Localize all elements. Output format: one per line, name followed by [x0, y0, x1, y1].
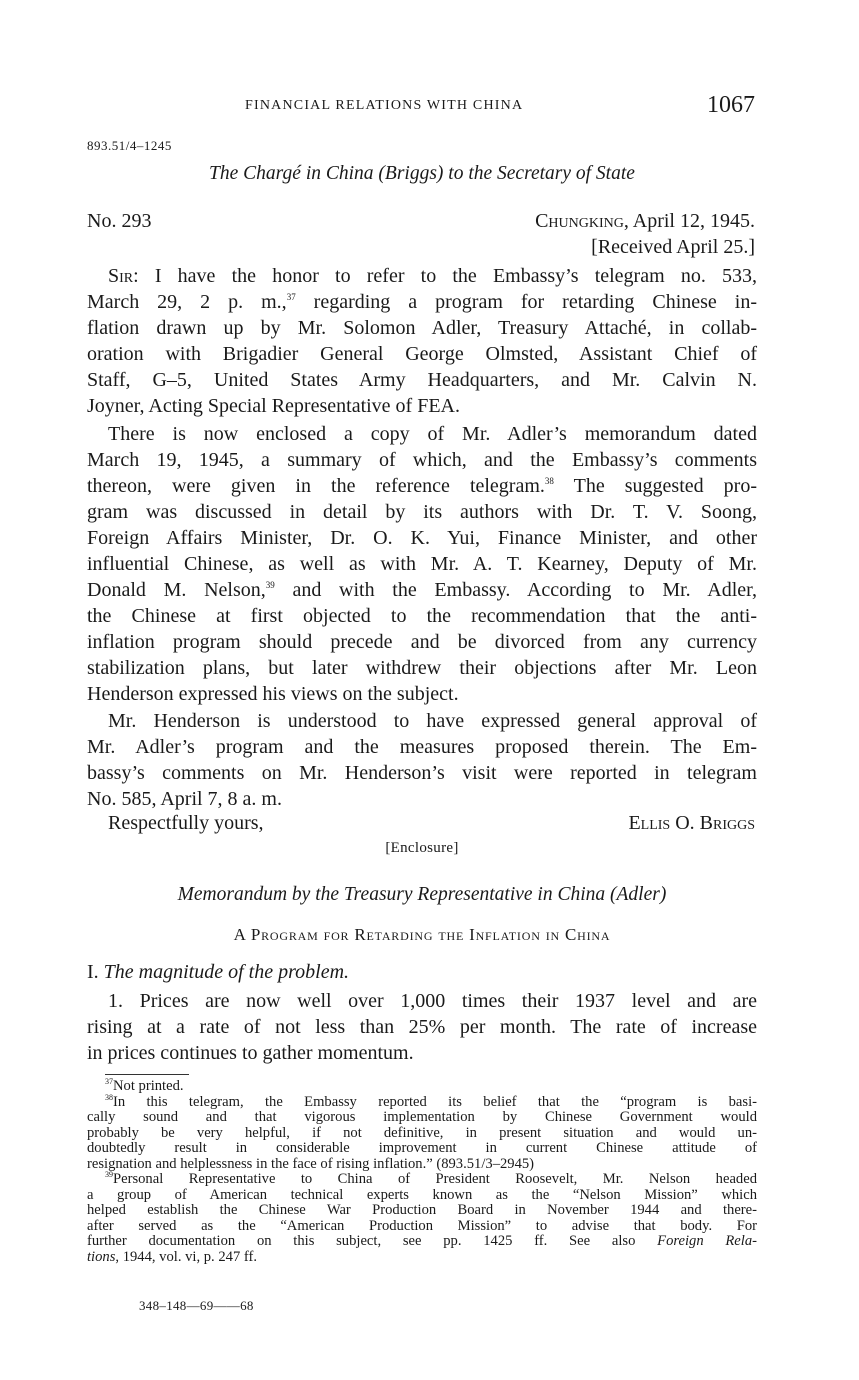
footnote-ref-38: 38: [544, 476, 554, 486]
letter-paragraph-1: Sir: I have the honor to refer to the Embassy’s telegram no. 533, March 29, 2 p. m.,$^{37}$ regarding a program for retarding Chinese in- flation drawn up by Mr. Solomon Adler, Treasury Attaché, in collab- oration with Brigadier General George Olmsted, Assistant Chief of Staff, G–5, United States Army Headquarters, and Mr. Calvin N. Joyner, Acting Special Representative of FEA.: [87, 265, 757, 417]
footnote-ref-37: 37: [286, 292, 296, 302]
footnote-ref-39: 39: [265, 580, 275, 590]
letter-paragraph-3: Mr. Henderson is understood to have expressed general approval of Mr. Adler’s program and the measures proposed therein. The Em- bassy’s comments on Mr. Henderson’s visit were reported in telegram No. 585, April 7, 8 a. m.: [87, 710, 757, 810]
received-date: [Received April 25.]: [591, 236, 755, 258]
date: , April 12, 1945.: [623, 210, 755, 232]
footnote-37: $^{37}$Not printed.: [105, 1077, 184, 1094]
footnotes: $^{37}$Not printed. $^{38}$In this telegram, the Embassy reported its belief that the “program is basi- cally sound and that vigorous implementation by Chinese Government would probably be very helpful, if not definitive, in present situation and would un- doubtedly result in considerable improvement in current Chinese attitude of resignation and helplessness in the face of rising inflation.” (893.51/3–2945) $^{39}$Personal Representative to China of President Roosevelt, Mr. Nelson headed a group of American technical experts known as the “Nelson Mission” which helped establish the Chinese War Production Board in November 1944 and there- after served as the “American Production Mission” to advise that body. For further documentation on this subject, see pp. 1425 ff. See also Foreign Rela- tions, 1944, vol. vi, p. 247 ff.: [87, 1077, 757, 1265]
program-title: A Program for Retarding the Inflation in China: [233, 925, 611, 944]
section-title: The magnitude of the problem.: [103, 961, 350, 983]
section-heading: [87, 961, 349, 984]
memo-title: Memorandum by the Treasury Representative in China (Adler): [177, 884, 667, 905]
citation-title: Foreign Rela-: [657, 1233, 757, 1249]
place-date: [535, 210, 755, 233]
page-number: 1067: [707, 92, 755, 118]
footnote-38: $^{38}$In this telegram, the Embassy reported its belief that the “program is basi-: [105, 1092, 757, 1110]
running-head: FINANCIAL RELATIONS WITH CHINA: [245, 98, 524, 113]
section-numeral: I.: [87, 961, 99, 983]
page-header: [87, 92, 757, 122]
letter-paragraph-2: There is now enclosed a copy of Mr. Adler’s memorandum dated March 19, 1945, a summary of which, and the Embassy’s comments thereon, were given in the reference telegram.$^{38}$ The suggested pro- gram was discussed in detail by its authors with Dr. T. V. Soong, Foreign Affairs Minister, Dr. O. K. Yui, Finance Minister, and other influential Chinese, as well as with Mr. A. T. Kearney, Deputy of Mr. Donald M. Nelson,$^{39}$ and with the Embassy. According to Mr. Adler, the Chinese at first objected to the recommendation that the anti- inflation program should precede and be divorced from any currency stabilization plans, but later withdrew their objections after Mr. Leon Henderson expressed his views on the subject.: [87, 423, 757, 705]
complimentary-close: Respectfully yours,: [108, 812, 264, 834]
enclosure-label: [Enclosure]: [385, 840, 459, 856]
signature: Ellis O. Briggs: [628, 812, 755, 834]
document-title: The Chargé in China (Briggs) to the Secretary of State: [209, 163, 635, 184]
memo-paragraph-1: 1. Prices are now well over 1,000 times their 1937 level and are rising at a rate of not less than 25% per month. The rate of increase in prices continues to gather momentum.: [87, 990, 757, 1064]
footnote-rule: [105, 1074, 189, 1075]
place-name: Chungking: [535, 210, 624, 232]
salutation: Sir: [108, 265, 134, 287]
file-number: 893.51/4–1245: [87, 138, 172, 153]
print-code: 348–148—69——68: [139, 1298, 254, 1313]
footnote-39: $^{39}$Personal Representative to China of President Roosevelt, Mr. Nelson headed: [105, 1170, 757, 1187]
document-number: No. 293: [87, 210, 152, 232]
